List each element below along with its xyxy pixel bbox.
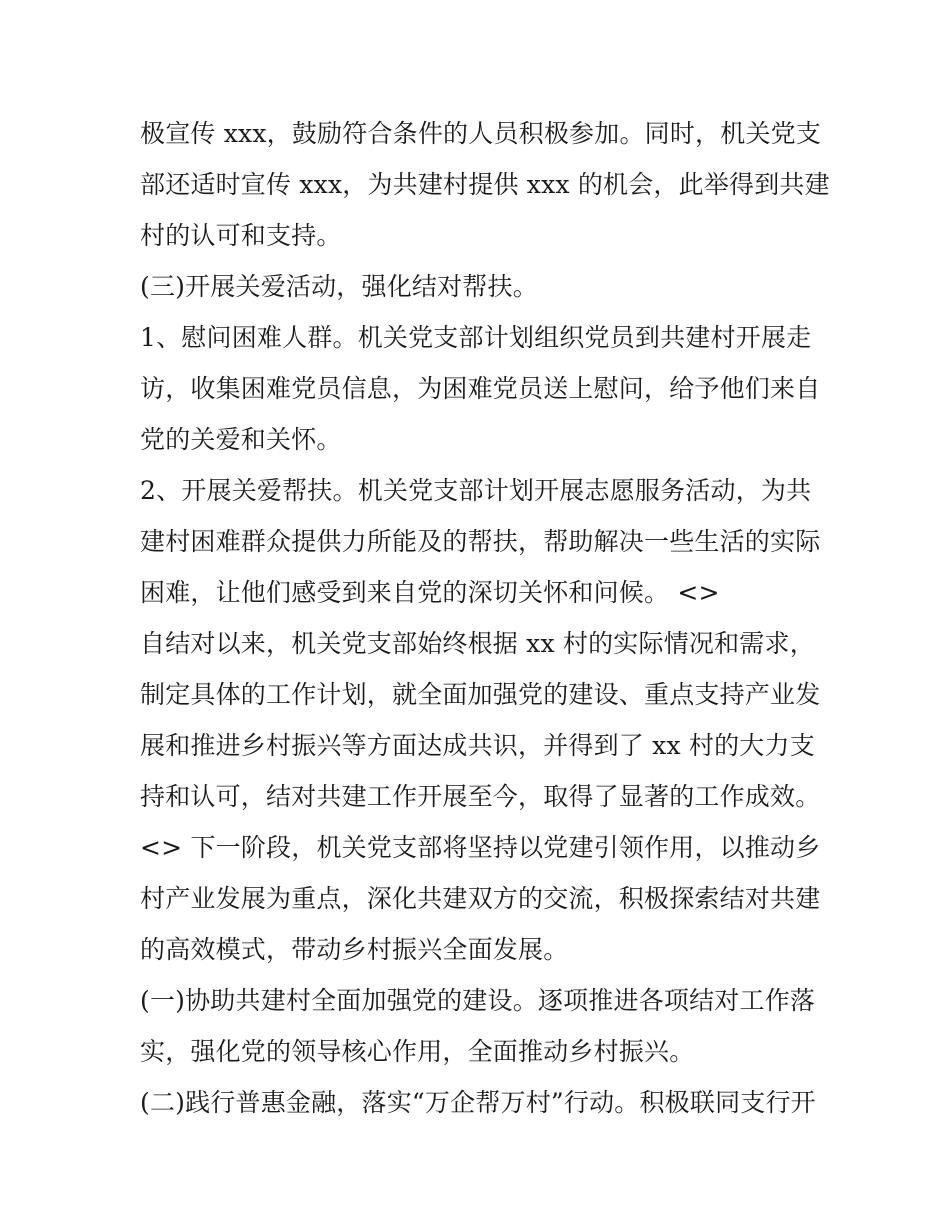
text-line: 党的关爱和关怀。 xyxy=(140,425,342,454)
text-line: 2、开展关爱帮扶。机关党支部计划开展志愿服务活动，为共 xyxy=(140,476,812,505)
text-line: 1、慰问困难人群。机关党支部计划组织党员到共建村开展走 xyxy=(140,323,812,352)
text-line: 建村困难群众提供力所能及的帮扶，帮助解决一些生活的实际 xyxy=(140,527,821,556)
document-body xyxy=(140,108,830,1128)
text-line: 村的认可和支持。 xyxy=(140,221,342,250)
text-line: <> 下一阶段，机关党支部将坚持以党建引领作用，以推动乡 xyxy=(140,833,821,862)
section-heading: (一)协助共建村全面加强党的建设。逐项推进各项结对工作落 xyxy=(140,986,816,1015)
text-line: 部还适时宣传 xxx，为共建村提供 xxx 的机会，此举得到共建 xyxy=(140,170,830,199)
text-line: 极宣传 xxx，鼓励符合条件的人员积极参加。同时，机关党支 xyxy=(140,119,822,148)
text-line: 的高效模式，带动乡村振兴全面发展。 xyxy=(140,935,569,964)
text-line: 困难，让他们感受到来自党的深切关怀和问候。 <> xyxy=(140,578,720,607)
text-line: 实，强化党的领导核心作用，全面推动乡村振兴。 xyxy=(140,1037,695,1066)
text-line: 持和认可，结对共建工作开展至今，取得了显著的工作成效。 xyxy=(140,782,821,811)
text-line: 自结对以来，机关党支部始终根据 xx 村的实际情况和需求， xyxy=(140,629,815,658)
text-line: 村产业发展为重点，深化共建双方的交流，积极探索结对共建 xyxy=(140,884,821,913)
text-line: 制定具体的工作计划，就全面加强党的建设、重点支持产业发 xyxy=(140,680,821,709)
text-line: 展和推进乡村振兴等方面达成共识，并得到了 xx 村的大力支 xyxy=(140,731,815,760)
text-line: 访，收集困难党员信息，为困难党员送上慰问，给予他们来自 xyxy=(140,374,821,403)
section-heading: (三)开展关爱活动，强化结对帮扶。 xyxy=(140,272,538,301)
section-heading: (二)践行普惠金融，落实“万企帮万村”行动。积极联同支行开 xyxy=(140,1088,816,1117)
